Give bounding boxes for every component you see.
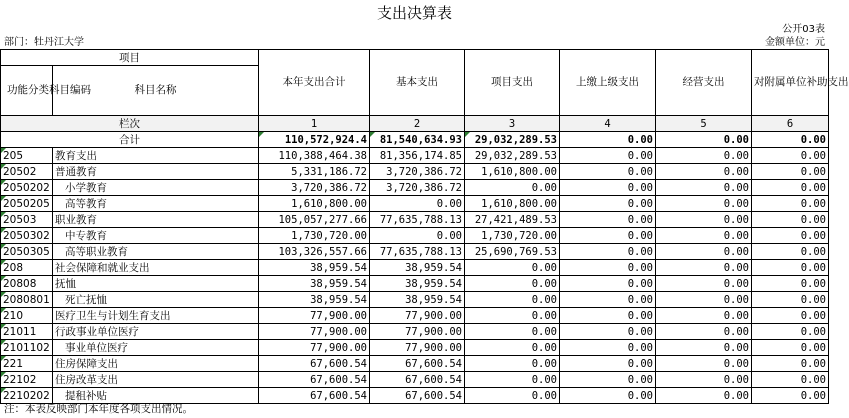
row-code[interactable]: 22102 [1,372,53,388]
table-row [1,228,829,244]
row-value[interactable]: 1,730,720.00 [465,228,560,244]
table-row [1,260,829,276]
row-value[interactable]: 0.00 [465,356,560,372]
header-col-6[interactable]: 对附属单位补助支出 [752,50,829,116]
row-value[interactable]: 3,720,386.72 [259,180,370,196]
row-name[interactable]: 死亡抚恤 [53,292,259,308]
row-value[interactable]: 0.00 [370,228,465,244]
row-value[interactable]: 0.00 [465,292,560,308]
table-row [1,372,829,388]
row-value[interactable]: 0.00 [752,164,829,180]
row-value[interactable]: 0.00 [465,388,560,404]
row-value[interactable]: 0.00 [752,340,829,356]
row-value[interactable]: 103,326,557.66 [259,244,370,260]
row-code[interactable]: 2050205 [1,196,53,212]
row-value[interactable]: 0.00 [656,260,752,276]
row-value[interactable]: 38,959.54 [259,260,370,276]
header-col-2[interactable]: 基本支出 [370,50,465,116]
row-value[interactable]: 0.00 [656,340,752,356]
lanci-number[interactable]: 1 [259,116,370,132]
row-value[interactable]: 0.00 [465,324,560,340]
row-value[interactable]: 67,600.54 [370,388,465,404]
row-value[interactable]: 105,057,277.66 [259,212,370,228]
row-value[interactable]: 0.00 [752,388,829,404]
total-value[interactable]: 81,540,634.93 [370,132,465,148]
row-value[interactable]: 0.00 [656,196,752,212]
row-name[interactable]: 住房保障支出 [53,356,259,372]
row-value[interactable]: 38,959.54 [259,276,370,292]
row-value[interactable]: 77,900.00 [259,324,370,340]
row-name[interactable]: 职业教育 [53,212,259,228]
table-row [1,212,829,228]
form-number: 公开03表 [782,24,825,35]
row-value[interactable]: 0.00 [465,372,560,388]
row-value[interactable]: 0.00 [656,244,752,260]
row-value[interactable]: 0.00 [560,372,656,388]
row-name[interactable]: 行政事业单位医疗 [53,324,259,340]
row-code[interactable]: 205 [1,148,53,164]
row-value[interactable]: 3,720,386.72 [370,164,465,180]
row-value[interactable]: 81,356,174.85 [370,148,465,164]
row-value[interactable]: 25,690,769.53 [465,244,560,260]
lanci-number[interactable]: 6 [752,116,829,132]
row-code[interactable]: 20503 [1,212,53,228]
unit-label: 金额单位：元 [765,37,825,48]
row-value[interactable]: 0.00 [560,148,656,164]
row-value[interactable]: 0.00 [560,356,656,372]
row-value[interactable]: 0.00 [656,308,752,324]
row-name[interactable]: 高等职业教育 [53,244,259,260]
row-name[interactable]: 中专教育 [53,228,259,244]
row-code[interactable]: 2050302 [1,228,53,244]
row-name[interactable]: 提租补贴 [53,388,259,404]
row-code[interactable]: 210 [1,308,53,324]
row-value[interactable]: 38,959.54 [370,276,465,292]
total-value[interactable]: 110,572,924.4 [259,132,370,148]
row-value[interactable]: 0.00 [465,180,560,196]
row-value[interactable]: 0.00 [465,308,560,324]
row-value[interactable]: 0.00 [752,324,829,340]
table-row [1,340,829,356]
table-row [1,324,829,340]
row-value[interactable]: 67,600.54 [259,388,370,404]
row-value[interactable]: 67,600.54 [370,356,465,372]
table-row [1,148,829,164]
row-value[interactable]: 0.00 [465,276,560,292]
header-col-4[interactable]: 上缴上级支出 [560,50,656,116]
row-value[interactable]: 0.00 [465,260,560,276]
row-value[interactable]: 27,421,489.53 [465,212,560,228]
row-code[interactable]: 2050305 [1,244,53,260]
row-value[interactable]: 0.00 [752,308,829,324]
total-value[interactable]: 0.00 [752,132,829,148]
row-code[interactable]: 2210202 [1,388,53,404]
row-name[interactable]: 医疗卫生与计划生育支出 [53,308,259,324]
row-value[interactable]: 0.00 [752,212,829,228]
row-value[interactable]: 0.00 [370,196,465,212]
row-value[interactable]: 0.00 [752,276,829,292]
row-name[interactable]: 小学教育 [53,180,259,196]
row-value[interactable]: 0.00 [656,212,752,228]
row-value[interactable]: 0.00 [560,196,656,212]
row-value[interactable]: 0.00 [752,180,829,196]
row-value[interactable]: 0.00 [656,372,752,388]
lanci-number[interactable]: 2 [370,116,465,132]
row-value[interactable]: 5,331,186.72 [259,164,370,180]
row-value[interactable]: 0.00 [752,292,829,308]
row-value[interactable]: 77,635,788.13 [370,212,465,228]
row-value[interactable]: 110,388,464.38 [259,148,370,164]
row-value[interactable]: 77,900.00 [370,340,465,356]
table-row [1,180,829,196]
row-value[interactable]: 0.00 [560,340,656,356]
table-row [1,292,829,308]
table-row [1,308,829,324]
row-value[interactable]: 0.00 [752,356,829,372]
row-value[interactable]: 77,900.00 [259,340,370,356]
row-value[interactable]: 0.00 [560,308,656,324]
row-value[interactable]: 1,610,800.00 [259,196,370,212]
row-value[interactable]: 0.00 [656,148,752,164]
row-value[interactable]: 77,900.00 [370,324,465,340]
row-value[interactable]: 0.00 [752,196,829,212]
row-value[interactable]: 29,032,289.53 [465,148,560,164]
header-subject-name[interactable]: 科目名称 [53,66,259,116]
row-value[interactable]: 0.00 [752,244,829,260]
row-value[interactable]: 0.00 [656,356,752,372]
row-name[interactable]: 抚恤 [53,276,259,292]
row-value[interactable]: 0.00 [560,276,656,292]
header-col-5[interactable]: 经营支出 [656,50,752,116]
total-value[interactable]: 0.00 [560,132,656,148]
row-value[interactable]: 67,600.54 [259,356,370,372]
row-value[interactable]: 0.00 [656,388,752,404]
header-func-code[interactable]: 功能分类科目编码 [1,66,53,116]
row-value[interactable]: 0.00 [560,388,656,404]
row-value[interactable]: 0.00 [560,292,656,308]
header-item[interactable]: 项目 [1,50,259,66]
row-value[interactable]: 38,959.54 [370,292,465,308]
row-value[interactable]: 0.00 [656,228,752,244]
lanci-number[interactable]: 5 [656,116,752,132]
row-value[interactable]: 0.00 [656,164,752,180]
row-code[interactable]: 208 [1,260,53,276]
row-value[interactable]: 38,959.54 [370,260,465,276]
table-row [1,356,829,372]
row-code[interactable]: 20808 [1,276,53,292]
row-value[interactable]: 0.00 [465,340,560,356]
row-name[interactable]: 普通教育 [53,164,259,180]
table-row [1,244,829,260]
row-code[interactable]: 2101102 [1,340,53,356]
table-row [1,196,829,212]
row-value[interactable]: 0.00 [752,260,829,276]
row-value[interactable]: 67,600.54 [370,372,465,388]
header-col-3[interactable]: 项目支出 [465,50,560,116]
row-value[interactable]: 0.00 [560,180,656,196]
row-code[interactable]: 20502 [1,164,53,180]
row-value[interactable]: 0.00 [560,228,656,244]
row-value[interactable]: 0.00 [560,212,656,228]
row-name[interactable]: 教育支出 [53,148,259,164]
row-value[interactable]: 38,959.54 [259,292,370,308]
row-value[interactable]: 3,720,386.72 [370,180,465,196]
row-code[interactable]: 2050202 [1,180,53,196]
row-name[interactable]: 事业单位医疗 [53,340,259,356]
row-value[interactable]: 0.00 [752,228,829,244]
footnote: 注：本表反映部门本年度各项支出情况。 [4,403,193,415]
row-value[interactable]: 77,900.00 [370,308,465,324]
row-value[interactable]: 0.00 [560,164,656,180]
row-value[interactable]: 0.00 [560,244,656,260]
department-label: 部门：牡丹江大学 [4,37,84,48]
row-value[interactable]: 0.00 [656,180,752,196]
row-value[interactable]: 0.00 [656,324,752,340]
row-value[interactable]: 1,610,800.00 [465,196,560,212]
row-name[interactable]: 住房改革支出 [53,372,259,388]
row-value[interactable]: 67,600.54 [259,372,370,388]
table-row [1,164,829,180]
row-value[interactable]: 0.00 [560,260,656,276]
page-title: 支出决算表 [376,4,452,22]
lanci-number[interactable]: 3 [465,116,560,132]
header-col-1[interactable]: 本年支出合计 [259,50,370,116]
row-value[interactable]: 1,610,800.00 [465,164,560,180]
row-code[interactable]: 2080801 [1,292,53,308]
row-value[interactable]: 77,900.00 [259,308,370,324]
lanci-label[interactable]: 栏次 [1,116,259,132]
row-code[interactable]: 21011 [1,324,53,340]
row-value[interactable]: 0.00 [752,148,829,164]
expenditure-table [0,49,849,404]
row-value[interactable]: 0.00 [560,324,656,340]
row-value[interactable]: 0.00 [656,276,752,292]
row-value[interactable]: 0.00 [656,292,752,308]
table-row [1,388,829,404]
row-value[interactable]: 77,635,788.13 [370,244,465,260]
row-code[interactable]: 221 [1,356,53,372]
lanci-number[interactable]: 4 [560,116,656,132]
total-value[interactable]: 0.00 [656,132,752,148]
row-value[interactable]: 1,730,720.00 [259,228,370,244]
row-name[interactable]: 高等教育 [53,196,259,212]
row-value[interactable]: 0.00 [752,372,829,388]
total-label[interactable]: 合计 [1,132,259,148]
total-value[interactable]: 29,032,289.53 [465,132,560,148]
row-name[interactable]: 社会保障和就业支出 [53,260,259,276]
table-row [1,276,829,292]
